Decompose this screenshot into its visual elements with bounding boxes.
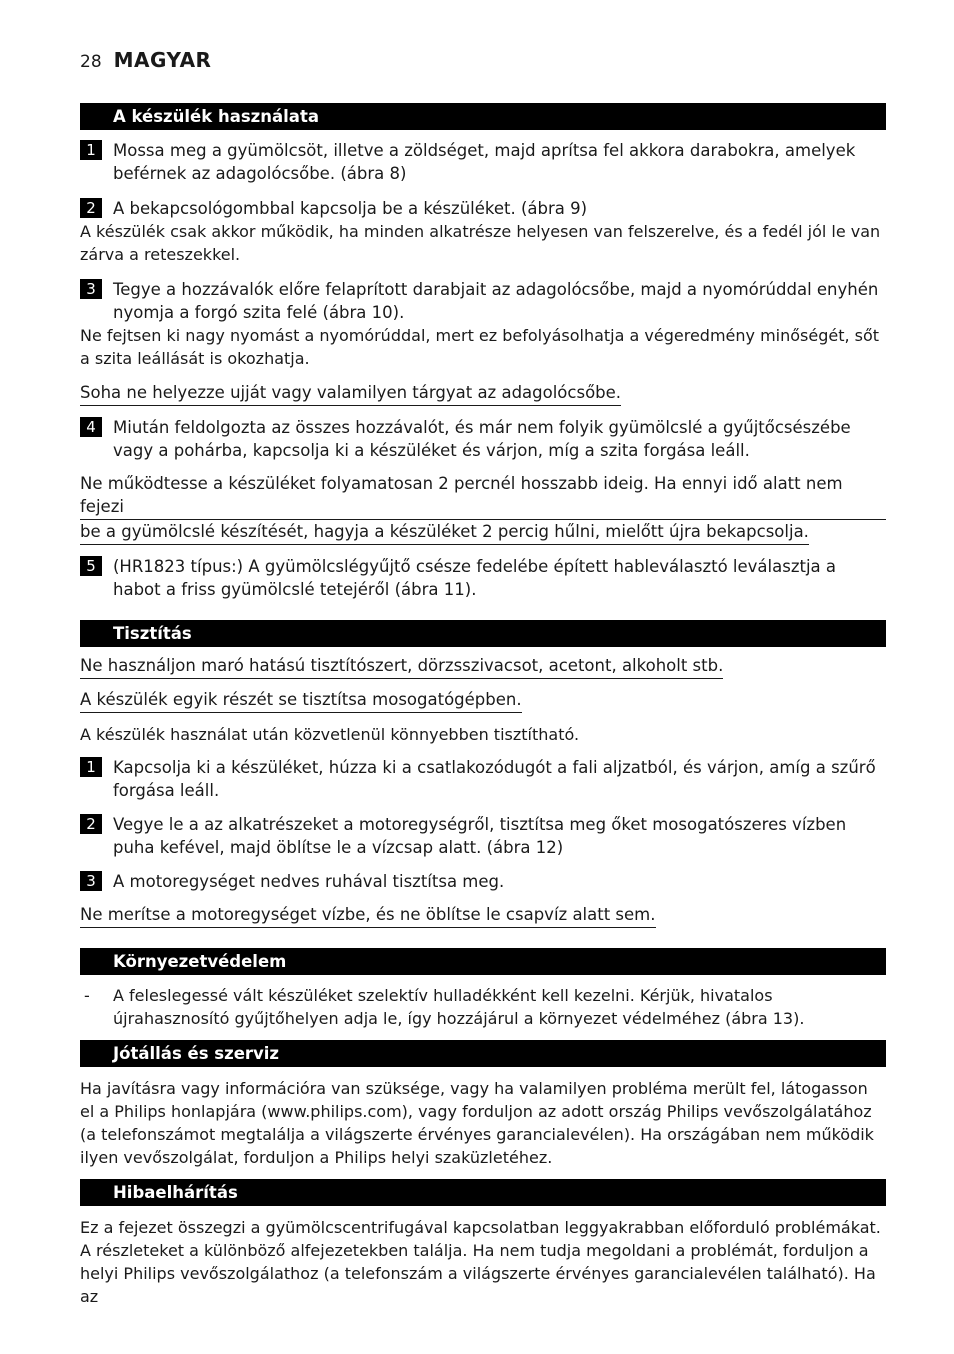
section-heading-environment: Környezetvédelem [80,948,886,975]
usage-note-3: Ne fejtsen ki nagy nyomást a nyomórúddal, mert ez befolyásolhatja a végeredmény minőségét, sőt a szita leállását is okozhatja. [80,326,880,368]
step-number: 1 [80,757,102,777]
cleaning-step-2 [80,813,886,859]
environment-bullet [80,984,886,1030]
section-heading-cleaning: Tisztítás [80,620,886,647]
usage-step-2 [80,197,886,220]
usage-note-2: A készülék csak akkor működik, ha minden alkatrésze helyesen van felszerelve, és a fedél jól le van zárva a reteszekkel. [80,222,881,264]
step-number: 1 [80,140,102,160]
usage-warning-duration-line-2: be a gyümölcslé készítését, hagyja a készüléket 2 percig hűlni, mielőtt újra bekapcsolja. [80,520,809,545]
step-text: Mossa meg a gyümölcsöt, illetve a zöldséget, majd aprítsa fel akkora darabokra, amelyek beférnek az adagolócsőbe. (ábra 8) [113,141,856,183]
page-number: 28 [80,52,102,72]
step-text: (HR1823 típus:) A gyümölcslégyűjtő csésze fedelébe épített hableválasztó leválasztja a habot a friss gyümölcslé tetejéről (ábra 11). [113,557,837,599]
language-title: MAGYAR [113,48,212,72]
step-text: Miután feldolgozta az összes hozzávalót, és már nem folyik gyümölcslé a gyűjtőcsészébe vagy a pohárba, kapcsolja ki a készüléket és várjon, míg a szita forgása leáll. [113,418,851,460]
usage-warning-duration-line-1: Ne működtesse a készüléket folyamatosan 2 percnél hosszabb ideig. Ha ennyi idő alatt nem fejezi [80,472,886,520]
step-text: A bekapcsológombbal kapcsolja be a készüléket. (ábra 9) [113,199,588,218]
step-text: Tegye a hozzávalók előre felaprított darabjait az adagolócsőbe, majd a nyomórúddal enyhén nyomja a forgó szita felé (ábra 10). [113,280,879,322]
cleaning-warning-dishwasher: A készülék egyik részét se tisztítsa mosogatógépben. [80,688,522,713]
troubleshooting-text: Ez a fejezet összegzi a gyümölcscentrifugával kapcsolatban leggyakrabban előforduló problémákat. A részleteket a különböző alfejezetekben találja. Ha nem tudja megoldani a problémát, forduljon a helyi Philips vevőszolgálathoz (a telefonszám a világszerte érvényes garancialevélen található). Ha az [80,1218,881,1306]
bullet-dash: - [84,986,90,1005]
warranty-text: Ha javításra vagy információra van szüksége, vagy ha valamilyen probléma merült fel, látogasson el a Philips honlapjára (www.philips.com), vagy forduljon az adott ország Philips vevőszolgálatához (a telefonszámot megtalálja a világszerte érvényes garancialevélen). Ha országában nem működik ilyen vevőszolgálat, forduljon a Philips helyi szaküzletéhez. [80,1079,874,1167]
step-number: 2 [80,198,102,218]
step-number: 4 [80,417,102,437]
section-heading-troubleshooting: Hibaelhárítás [80,1179,886,1206]
cleaning-step-3 [80,870,886,893]
usage-step-4 [80,416,886,462]
cleaning-warning-water: Ne merítse a motoregységet vízbe, és ne öblítse le csapvíz alatt sem. [80,903,656,928]
bullet-text: A feleslegessé vált készüléket szelektív hulladékként kell kezelni. Kérjük, hivatalos újrahasznosító gyűjtőhelyen adja le, így hozzájárul a környezet védelméhez (ábra 13). [113,986,805,1028]
step-number: 3 [80,871,102,891]
step-number: 3 [80,279,102,299]
page-content [80,103,886,1308]
section-heading-warranty: Jótállás és szerviz [80,1040,886,1067]
section-heading-usage: A készülék használata [80,103,886,130]
step-number: 5 [80,556,102,576]
step-number: 2 [80,814,102,834]
usage-step-1 [80,139,886,185]
step-text: A motoregységet nedves ruhával tisztítsa meg. [113,872,505,891]
usage-step-3 [80,278,886,324]
usage-step-5 [80,555,886,601]
cleaning-warning-abrasive: Ne használjon maró hatású tisztítószert, dörzsszivacsot, acetont, alkoholt stb. [80,654,723,679]
step-text: Vegye le a az alkatrészeket a motoregységről, tisztítsa meg őket mosogatószeres vízben puha kefével, majd öblítse le a vízcsap alatt. (ábra 12) [113,815,847,857]
usage-warning-finger: Soha ne helyezze ujját vagy valamilyen tárgyat az adagolócsőbe. [80,381,621,406]
cleaning-step-1 [80,756,886,802]
cleaning-intro: A készülék használat után közvetlenül könnyebben tisztítható. [80,725,580,744]
page-header [80,48,211,74]
step-text: Kapcsolja ki a készüléket, húzza ki a csatlakozódugót a fali aljzatból, és várjon, amíg a szűrő forgása leáll. [113,758,876,800]
